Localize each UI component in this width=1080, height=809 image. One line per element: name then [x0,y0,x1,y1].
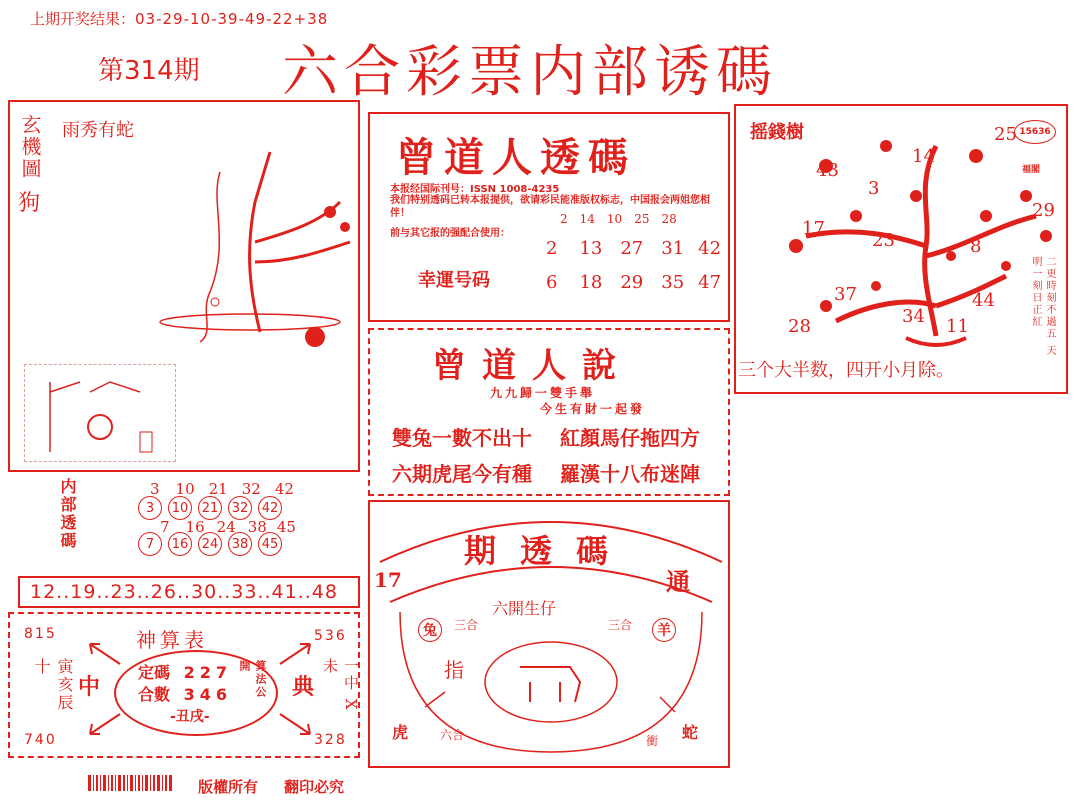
row2-circles [138,532,288,556]
shen-suan-title: 神算表 [136,628,208,652]
tree-num: 17 [802,218,825,239]
badge-number: 15636 [1019,127,1051,137]
barcode [88,775,174,791]
tree-num: 44 [972,290,995,311]
number-circle: 38 [228,532,252,556]
lucky-num: 31 [661,238,685,259]
lucky-num: 13 [579,238,603,259]
lucky-num: 27 [620,238,644,259]
row1-top-num: 21 [208,480,228,498]
center-bottom-title: 期透碼 [464,532,633,570]
center-mid-subtitle2: 今生有財一起發 [540,402,646,416]
lucky-num: 6 [546,272,558,293]
left-hand-text: 寅亥辰十 [32,658,74,712]
lucky-num: 14 [579,212,595,226]
lucky-row-a [560,212,677,226]
snake-char: 蛇 [682,723,699,742]
row2-top-num: 16 [185,518,205,536]
zhi-char: 指 [444,658,464,682]
lucky-num: 25 [634,212,650,226]
corner-top-left: 815 [24,626,57,642]
bottom-note: 三个大半数，四开小月除。 [738,360,954,381]
tree-num: 8 [970,236,982,257]
panel-left-top [8,100,360,472]
liuhe-label: 六合 [440,728,465,742]
corner-bottom-left: 740 [24,732,57,748]
center-mid-subtitle1: 九九歸一雙手舉 [490,386,596,400]
lucky-num: 2 [560,212,568,226]
last-result-label: 上期开奖结果： [30,10,136,28]
tree-num: 37 [834,284,857,305]
tree-num: 43 [816,160,839,181]
chong-label: 衝 [646,734,659,748]
number-strip [18,576,360,608]
panel-left-bottom [8,612,360,758]
fixed-label: 定碼 [138,663,171,682]
lucky-num: 35 [661,272,685,293]
row1-top-num: 10 [175,480,195,498]
verse-3: 六期虎尾今有種 [392,462,532,486]
tree-num: 34 [902,306,925,327]
number-circle: 10 [168,496,192,520]
panel-left-mid [8,472,360,574]
panel-left-top-title: 玄機圖 [18,114,42,180]
tree-illustration [40,142,360,362]
algorithm-label: 算法公開 [238,660,267,699]
lucky-num: 18 [579,272,603,293]
panel-left-mid-title: 内部透碼 [58,478,77,550]
panel-center-top [368,112,730,322]
copyright: 版權所有 [198,778,259,796]
bottom-zodiac: -丑戌- [170,709,210,725]
last-result [30,8,328,29]
corner-bottom-right: 328 [314,732,347,748]
arrows [10,614,362,760]
left-he: 三合 [454,618,479,632]
main-title: 六合彩票内部诱碼 [282,40,778,105]
tree-num: 23 [872,230,895,251]
last-result-value: 03-29-10-39-49-22+38 [135,10,329,28]
tree-num: 29 [1032,200,1055,221]
small-sketch [30,372,170,462]
row1-top-num: 42 [274,480,294,498]
panel-left-top-side-char: 狗 [18,191,41,216]
center-top-line2: 我们特别透码已转本报提供，欲请彩民能准版权标志，中国报会两姐您相伴！ [390,195,710,219]
reprint-warning: 翻印必究 [284,778,345,796]
lucky-num: 28 [661,212,677,226]
center-top-title: 曾道人透碼 [396,134,636,181]
tiger-char: 虎 [392,723,409,742]
lucky-num: 42 [698,238,722,259]
right-he: 三合 [608,618,633,632]
row2-top-num: 38 [247,518,267,536]
tree-num: 25 [994,124,1017,145]
money-tree-title: 摇錢樹 [750,122,804,143]
number-circle: 42 [258,496,282,520]
right-hand-text: 一中 X未 [321,658,360,712]
lucky-row-b [546,238,721,259]
row1-top-num: 3 [150,480,160,498]
sum-value: 346 [183,685,232,704]
inner-title: 六開生仔 [492,599,557,618]
right-dian: 典 [292,675,315,700]
number-circle: 32 [228,496,252,520]
row2-top-num: 24 [216,518,236,536]
verse-2: 紅顏馬仔拖四方 [560,426,700,450]
number-circle: 21 [198,496,222,520]
lucky-num: 29 [620,272,644,293]
lucky-num: 47 [698,272,722,293]
number-circle: 7 [138,532,162,556]
tree-num: 14 [912,146,935,167]
row1-top-num: 32 [241,480,261,498]
center-top-line1: 本报经国际刊号：ISSN 1008-4235 [390,184,560,195]
number-circle: 3 [138,496,162,520]
number-circle: 45 [258,532,282,556]
panel-right [734,104,1068,394]
lucky-num: 10 [606,212,623,226]
left-zhong: 中 [78,675,101,700]
tree-num: 11 [946,316,969,337]
sum-label: 合數 [138,685,171,704]
center-bottom-right-char: 通 [666,567,690,596]
center-top-line3: 前与其它报的强配合使用： [390,228,510,239]
corner-top-right: 536 [314,628,347,644]
right-zodiac: 羊 [652,618,676,642]
panel-center-bottom [368,500,730,768]
center-bottom-prefix: 17 [374,568,402,592]
number-circle: 24 [198,532,222,556]
row1-circles [138,496,288,520]
badge-sub: 福閣 [1022,165,1041,175]
tree-num: 3 [868,178,880,199]
lucky-label: 幸運号码 [418,270,490,291]
money-tree [736,106,1070,396]
panel-center-mid [368,328,730,496]
number-strip-text: 12..19..23..26..30..33..41..48 [30,581,338,603]
row2-top-num: 7 [160,518,170,536]
issue-number: 第314期 [98,56,200,86]
number-circle: 16 [168,532,192,556]
left-zodiac: 兔 [418,618,442,642]
fixed-value: 227 [183,663,232,682]
row2-top-num: 45 [276,518,296,536]
lucky-num: 2 [546,238,558,259]
side-text: 二更時刻不過五 天明一刻日正紅 [1030,256,1055,358]
panel-left-top-caption: 雨秀有蛇 [62,120,134,141]
center-mid-title: 曾道人說 [432,346,632,386]
lucky-row-c [546,272,721,293]
tree-num: 28 [788,316,811,337]
verse-4: 羅漢十八布迷陣 [560,462,700,486]
verse-1: 雙兔一數不出十 [392,426,532,450]
